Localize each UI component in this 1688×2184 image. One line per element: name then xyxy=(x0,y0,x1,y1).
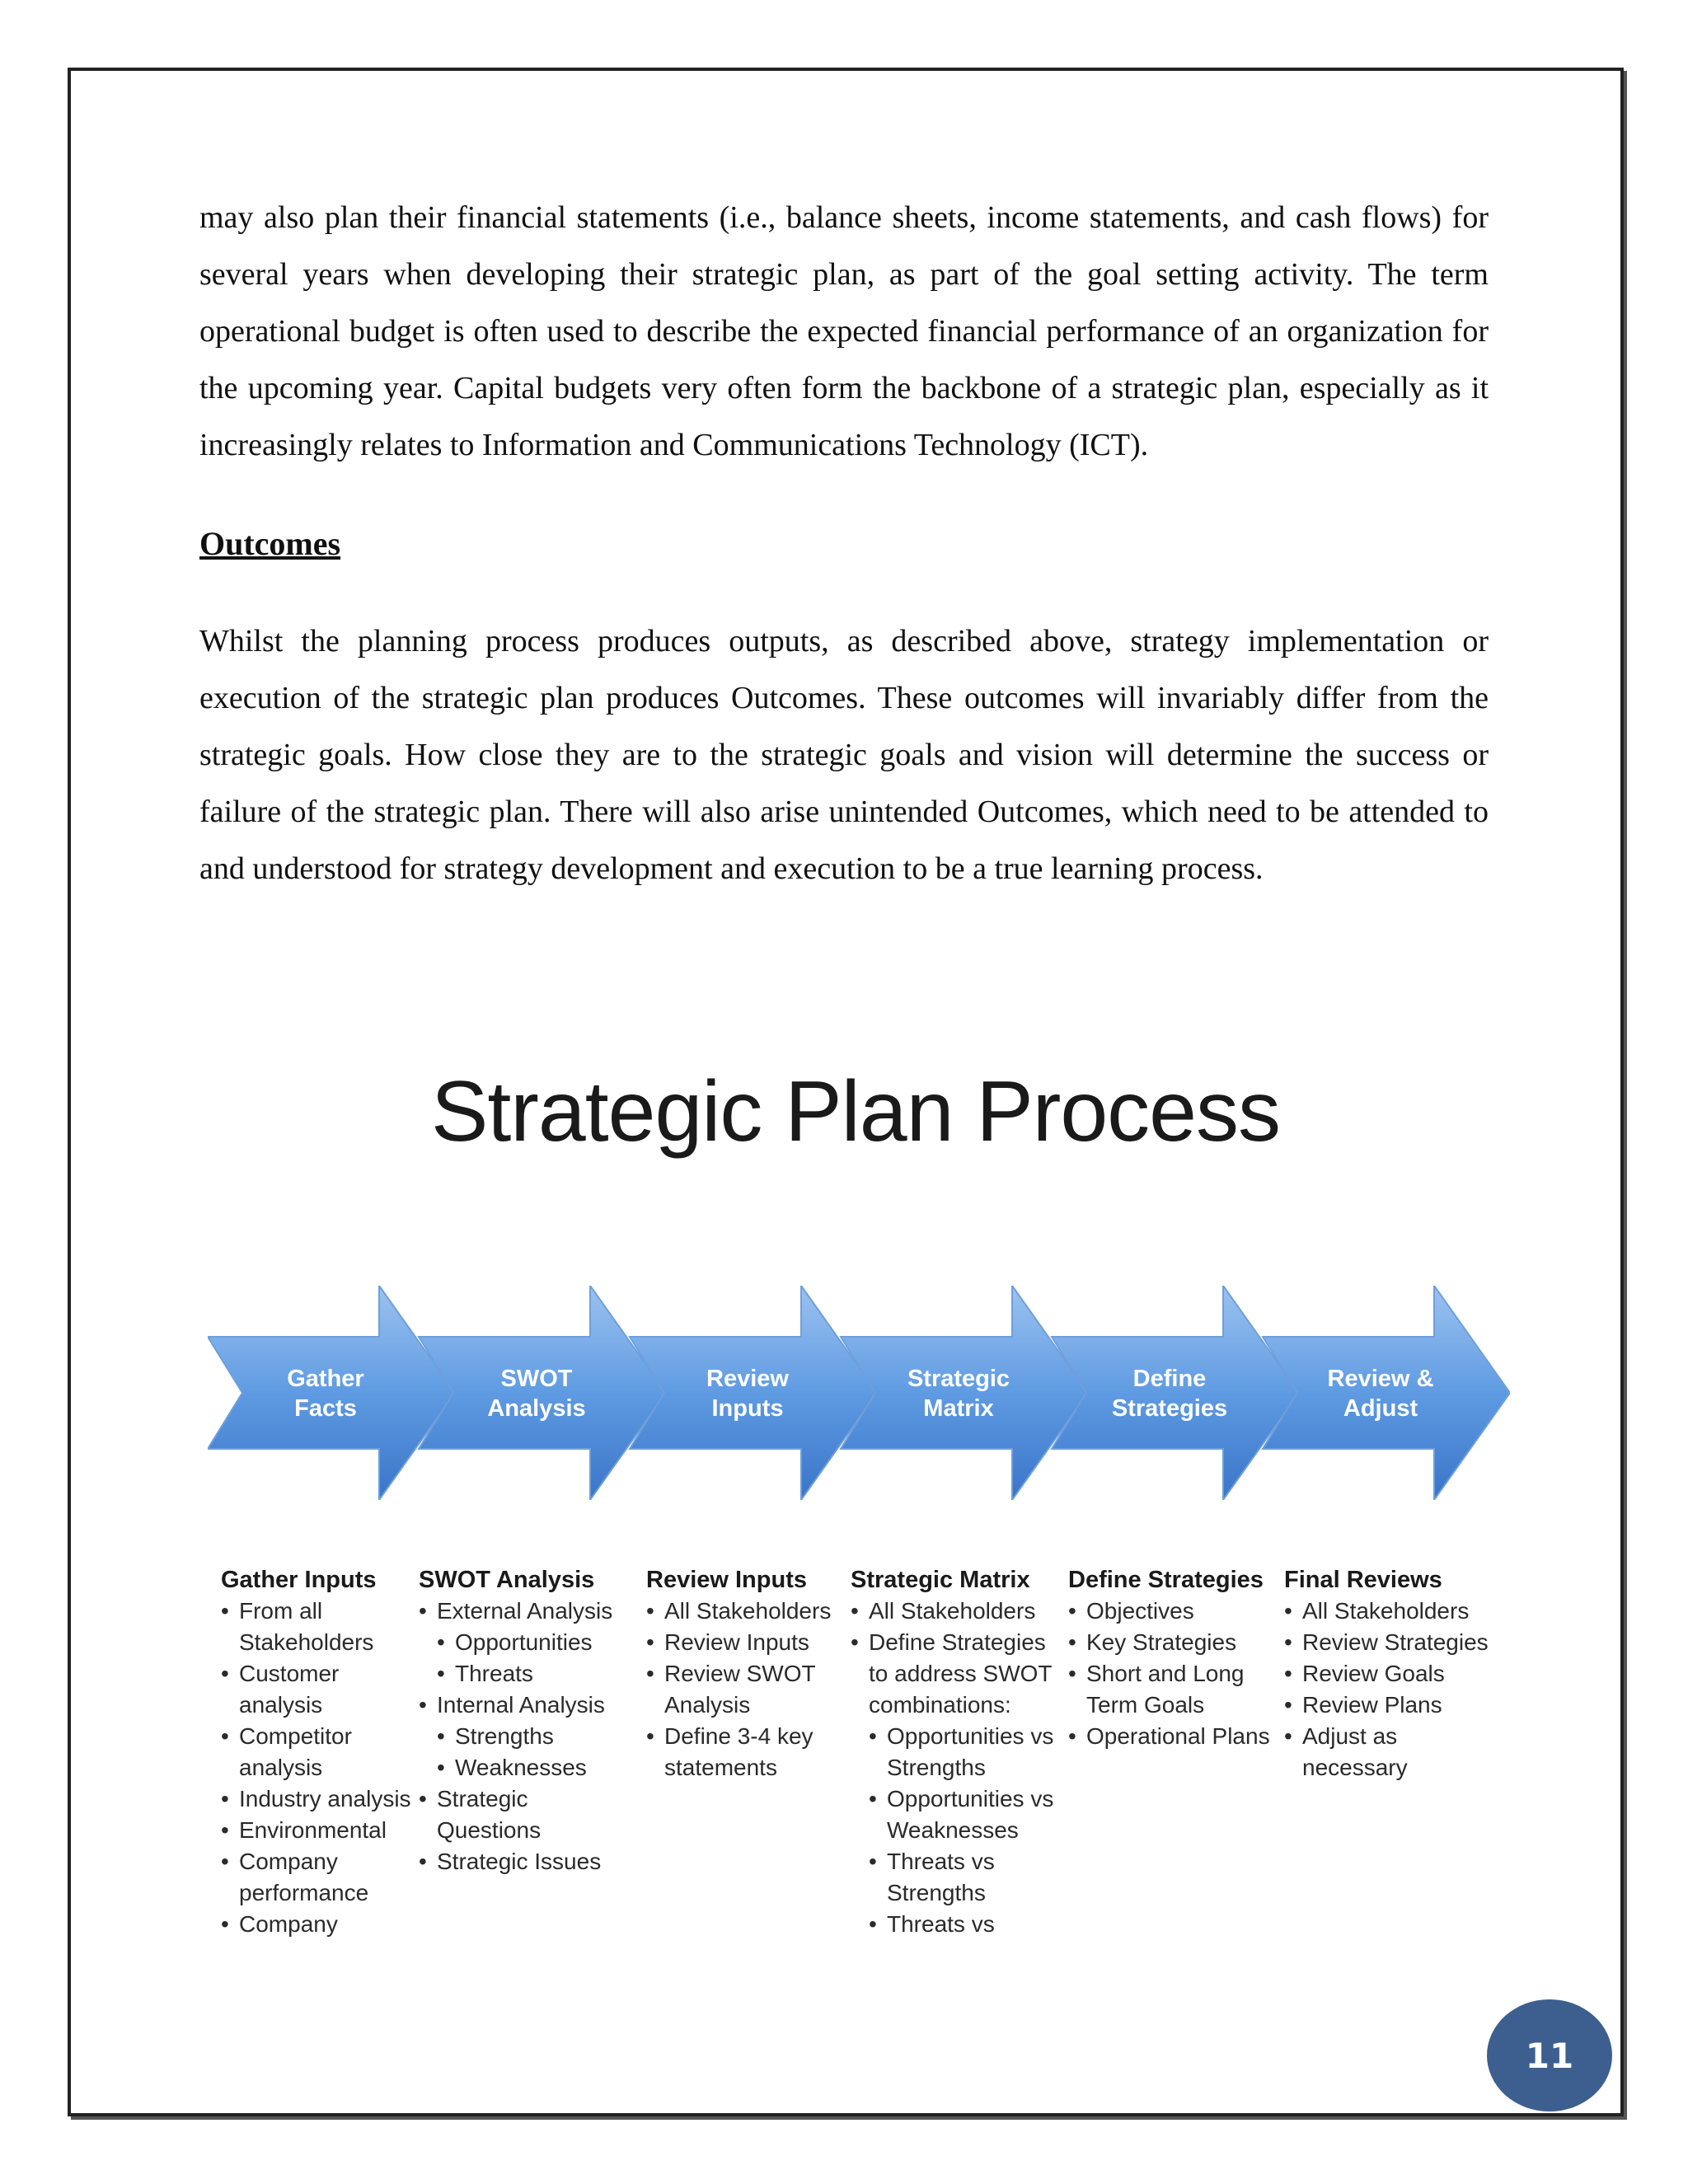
arrow-label: Strategies xyxy=(1111,1395,1228,1422)
list-item: • Competitor xyxy=(221,1721,411,1752)
arrow-label: Inputs xyxy=(711,1395,784,1422)
list-item: • All Stakeholders xyxy=(851,1596,1053,1627)
column-title: Define Strategies xyxy=(1068,1567,1264,1593)
list-item: • Define Strategies xyxy=(851,1627,1053,1658)
arrow-shape xyxy=(1052,1286,1299,1500)
list-item: • External Analysis xyxy=(419,1596,612,1627)
list-item: Strengths xyxy=(887,1880,986,1905)
arrow-shape xyxy=(841,1286,1088,1500)
list-item: combinations: xyxy=(869,1692,1011,1718)
paragraph-financial: may also plan their financial statements (i.e., balance sheets, income statements, and cash flows) for several years when developing their strategic plan, as part of the goal setting activity. The term operational budget is often used to describe the expected financial performance of an organization for the upcoming year. Capital budgets very often form the backbone of a strategic plan, especially as it increasingly relates to Information and Communications Technology (ICT). xyxy=(199,200,1489,462)
list-item: analysis xyxy=(239,1692,323,1718)
list-item: • Strategic xyxy=(419,1783,612,1815)
list-item: necessary xyxy=(1302,1755,1408,1780)
process-arrow-5 xyxy=(1052,1286,1299,1500)
arrow-label: Review xyxy=(706,1366,789,1392)
list-item: • Company xyxy=(221,1909,411,1940)
list-item: • From all xyxy=(221,1596,411,1627)
strategic-plan-figure xyxy=(199,1014,1512,1961)
list-item: • Weaknesses xyxy=(419,1752,612,1783)
arrow-shape xyxy=(630,1286,877,1500)
figure-title: Strategic Plan Process xyxy=(430,1064,1281,1160)
list-item: Analysis xyxy=(664,1692,751,1718)
arrow-shape xyxy=(1263,1286,1510,1500)
body-text xyxy=(199,190,1489,898)
list-item: • Key Strategies xyxy=(1068,1627,1270,1658)
list-item: performance xyxy=(239,1880,369,1905)
list-item: • Short and Long xyxy=(1068,1658,1270,1690)
arrow-label: Matrix xyxy=(923,1395,994,1422)
list-item: • Operational Plans xyxy=(1068,1721,1270,1752)
page-number-badge: 11 xyxy=(1487,1999,1612,2111)
list-item: • Customer xyxy=(221,1658,411,1690)
list-item: • Threats xyxy=(419,1658,612,1690)
column-final-reviews xyxy=(1284,1564,1489,1783)
list-item: Weaknesses xyxy=(887,1817,1019,1843)
list-item: • Threats vs xyxy=(851,1846,1053,1877)
arrow-label: Analysis xyxy=(487,1395,586,1422)
list-item: • Review Inputs xyxy=(646,1627,831,1658)
list-item: • Strengths xyxy=(419,1721,612,1752)
list-item: • All Stakeholders xyxy=(646,1596,831,1627)
arrow-label: Strategic xyxy=(907,1366,1010,1392)
list-item: • Opportunities xyxy=(419,1627,612,1658)
arrow-shape xyxy=(419,1286,666,1500)
column-title: Gather Inputs xyxy=(221,1567,377,1593)
process-arrow-2 xyxy=(419,1286,666,1500)
process-arrow-4 xyxy=(841,1286,1088,1500)
list-item: • Review Goals xyxy=(1284,1658,1489,1690)
list-item: to address SWOT xyxy=(869,1661,1053,1686)
list-item: Term Goals xyxy=(1086,1692,1205,1718)
list-item: • Industry analysis xyxy=(221,1783,411,1815)
outcomes-heading: Outcomes xyxy=(199,525,341,562)
arrow-label: Review & xyxy=(1327,1366,1434,1392)
arrow-label: SWOT xyxy=(500,1366,573,1392)
arrow-label: Define xyxy=(1132,1366,1207,1392)
process-columns xyxy=(221,1564,1515,1976)
column-gather-inputs xyxy=(221,1564,411,1940)
column-title: Review Inputs xyxy=(646,1567,807,1593)
list-item: • Environmental xyxy=(221,1815,411,1846)
list-item: analysis xyxy=(239,1755,323,1780)
list-item: Questions xyxy=(437,1817,542,1843)
list-item: • Review Strategies xyxy=(1284,1627,1489,1658)
list-item: • Review SWOT xyxy=(646,1658,831,1690)
column-strategic-matrix xyxy=(851,1564,1053,1940)
paragraph-outcomes: Whilst the planning process produces outputs, as described above, strategy implementation or execution of the strategic plan produces Outcomes. These outcomes will invariably differ from the strategic goals. How close they are to the strategic goals and vision will determine the success or failure of the strategic plan. There will also arise unintended Outcomes, which need to be attended to and understood for strategy development and execution to be a true learning process. xyxy=(199,624,1489,886)
list-item: • Company xyxy=(221,1846,411,1877)
column-review-inputs xyxy=(646,1564,831,1783)
column-title: Final Reviews xyxy=(1284,1567,1442,1593)
list-item: • Define 3-4 key xyxy=(646,1721,831,1752)
arrow-label: Adjust xyxy=(1343,1395,1418,1422)
column-define-strategies xyxy=(1068,1564,1270,1752)
list-item: • Strategic Issues xyxy=(419,1846,612,1877)
list-item: • Review Plans xyxy=(1284,1690,1489,1721)
process-arrows xyxy=(208,1286,1510,1500)
process-arrow-6 xyxy=(1263,1286,1510,1500)
list-item: statements xyxy=(664,1755,777,1780)
list-item: • Opportunities vs xyxy=(851,1783,1053,1815)
process-arrow-1 xyxy=(208,1286,455,1500)
list-item: • All Stakeholders xyxy=(1284,1596,1489,1627)
list-item: • Threats vs xyxy=(851,1909,1053,1940)
list-item: Strengths xyxy=(887,1755,986,1780)
process-arrow-3 xyxy=(630,1286,877,1500)
list-item: • Internal Analysis xyxy=(419,1690,612,1721)
list-item: • Objectives xyxy=(1068,1596,1270,1627)
list-item: • Opportunities vs xyxy=(851,1721,1053,1752)
column-swot-analysis xyxy=(419,1564,612,1877)
arrow-label: Gather xyxy=(287,1366,364,1392)
column-title: Strategic Matrix xyxy=(851,1567,1030,1593)
column-title: SWOT Analysis xyxy=(419,1567,595,1593)
list-item: Stakeholders xyxy=(239,1629,374,1655)
arrow-label: Facts xyxy=(294,1395,357,1422)
list-item: • Adjust as xyxy=(1284,1721,1489,1752)
arrow-shape xyxy=(208,1286,455,1500)
